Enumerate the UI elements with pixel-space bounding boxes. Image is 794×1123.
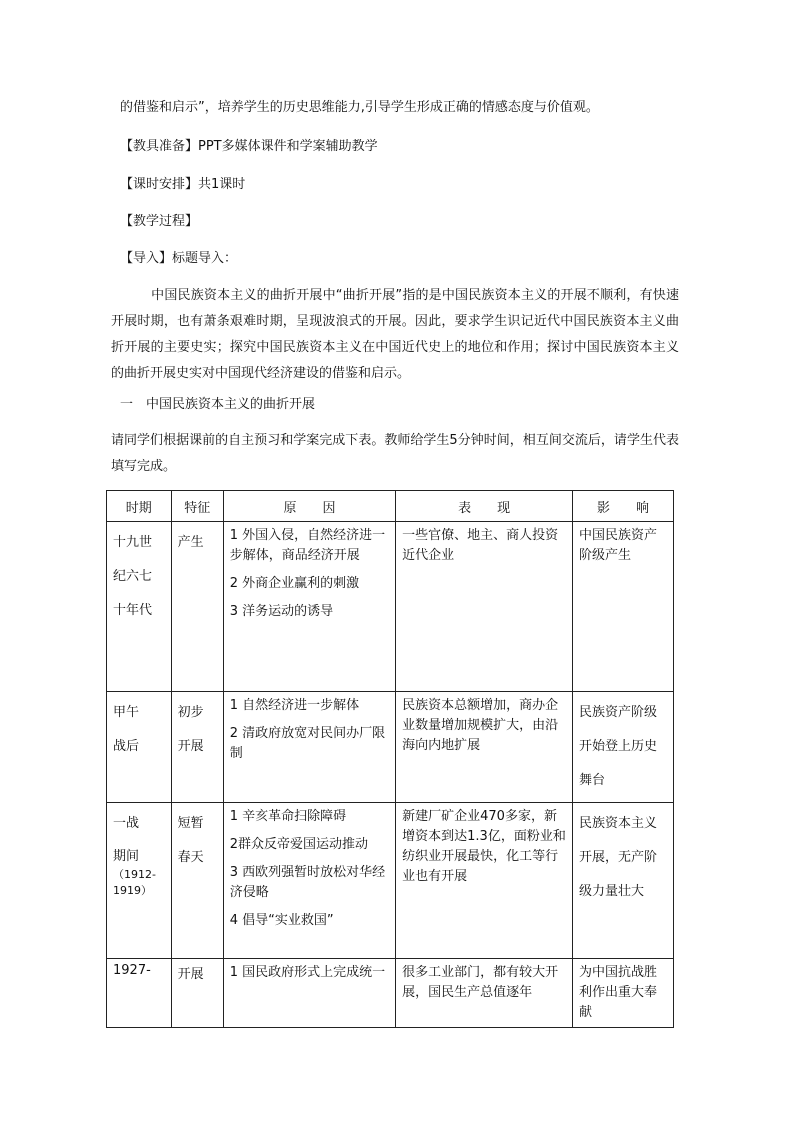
cell-performance: 民族资本总额增加，商办企业数量增加规模扩大，由沿海向内地扩展	[396, 692, 573, 803]
header-feature: 特征	[171, 491, 223, 522]
table-header-row	[107, 491, 674, 522]
cell-period: 十九世 纪六七 十年代	[107, 522, 172, 692]
cell-causes: 1 辛亥革命扫除障碍 2群众反帝爱国运动推动 3 西欧列强暂时放松对华经济侵略 4 倡导“实业救国”	[223, 803, 395, 959]
header-period: 时期	[107, 491, 172, 522]
table-row	[107, 803, 674, 959]
header-impact: 影 响	[573, 491, 674, 522]
cell-causes: 1 国民政府形式上完成统一	[223, 959, 395, 1028]
cell-feature: 初步 开展	[171, 692, 223, 803]
cell-feature: 开展	[171, 959, 223, 1028]
section-title: 一 中国民族资本主义的曲折开展	[120, 397, 316, 412]
header-causes: 原 因	[223, 491, 395, 522]
cell-causes: 1 外国入侵，自然经济进一步解体，商品经济开展 2 外商企业赢利的刺激 3 洋务运动的诱导	[223, 522, 395, 692]
cell-period: 甲午 战后	[107, 692, 172, 803]
history-table	[106, 490, 674, 1028]
cell-impact: 中国民族资产阶级产生	[573, 522, 674, 692]
cell-impact: 民族资本主义 开展，无产阶 级力量壮大	[573, 803, 674, 959]
table-row	[107, 522, 674, 692]
cell-performance: 很多工业部门，都有较大开展，国民生产总值逐年	[396, 959, 573, 1028]
cell-impact: 为中国抗战胜利作出重大奉献	[573, 959, 674, 1028]
table-row	[107, 692, 674, 803]
class-schedule: 【课时安排】共1课时	[120, 177, 246, 192]
table-row	[107, 959, 674, 1028]
teaching-prep: 【教具准备】PPT多媒体课件和学案辅助教学	[120, 139, 378, 154]
cell-feature: 产生	[171, 522, 223, 692]
lead-in-paragraph: 中国民族资本主义的曲折开展中“曲折开展”指的是中国民族资本主义的开展不顺利，有快速开展时期，也有萧条艰难时期，呈现波浪式的开展。因此，要求学生识记近代中国民族资本主义曲折开展的主要史实；探究中国民族资本主义在中国近代史上的地位和作用；探讨中国民族资本主义的曲折开展史实对中国现代经济建设的借鉴和启示。	[111, 288, 679, 381]
instruction-paragraph: 请同学们根据课前的自主预习和学案完成下表。教师给学生5分钟时间，相互间交流后，请学生代表填写完成。	[111, 433, 679, 474]
cell-feature: 短暂 春天	[171, 803, 223, 959]
cell-performance: 新建厂矿企业470多家，新增资本到达1.3亿，面粉业和纺织业开展最快，化工等行业也有开展	[396, 803, 573, 959]
cell-period: 一战 期间 （1912-1919）	[107, 803, 172, 959]
intro-line: 的借鉴和启示”，培养学生的历史思维能力,引导学生形成正确的情感态度与价值观。	[120, 100, 599, 115]
cell-performance: 一些官僚、地主、商人投资近代企业	[396, 522, 573, 692]
cell-period: 1927-	[107, 959, 172, 1028]
cell-impact: 民族资产阶级 开始登上历史 舞台	[573, 692, 674, 803]
teaching-process-heading: 【教学过程】	[120, 214, 199, 229]
header-performance: 表 现	[396, 491, 573, 522]
cell-causes: 1 自然经济进一步解体 2 清政府放宽对民间办厂限制	[223, 692, 395, 803]
lead-in-heading: 【导入】标题导入：	[120, 251, 238, 266]
